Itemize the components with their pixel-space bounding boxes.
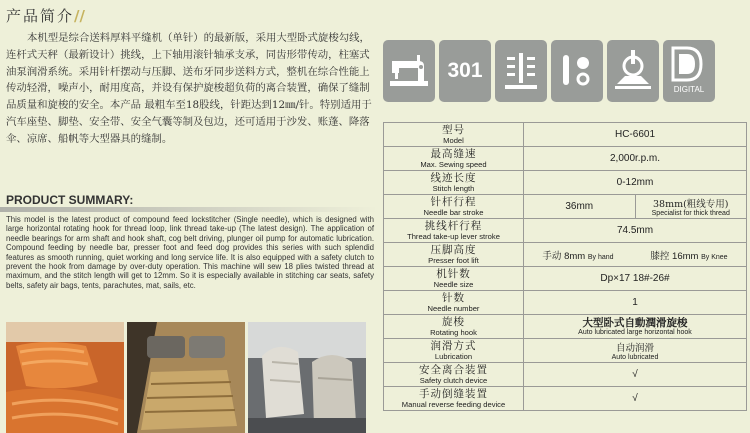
title-slash: // [74, 7, 85, 25]
spec-row-reverse [384, 387, 747, 411]
spec-value: 36mm [524, 195, 636, 219]
summary-title: PRODUCT SUMMARY: [6, 193, 134, 207]
spec-value: HC-6601 [524, 123, 747, 147]
intro-body-cn: 本机型是综合送料厚料平缝机（单针）的最新版，采用大型卧式旋梭勾线，连杆式天秤（最新设计）挑线，上下轴用滚针轴承支承，同齿形带传动，柱塞式油泵润滑系统。采用针杆摆动与压脚、送布牙同步送料方式，整机在综合性能上传动轻滑，噪声小，耐用度高，并设有保护旋梭超负荷的离合装置，确保了缝制品质量和旋梭的安全。本产品 最粗车至18股线，针距达到12㎜/针。特别适用于汽车座垫、脚垫、安全带、安全气囊等制及包边，还可适用于沙发、账蓬、降落伞、凉席、船帆等大型器具的缝制。 [6, 32, 372, 145]
presser-foot-icon [607, 40, 659, 102]
intro-title: 产品简介// [6, 7, 85, 25]
spec-label: 压脚高度 Presser foot lift [384, 243, 524, 267]
spec-label: 手动倒缝装置 Manual reverse feeding device [384, 387, 524, 411]
spec-value: 74.5mm [524, 219, 747, 243]
summary-divider [0, 207, 378, 212]
spec-value: √ [524, 363, 747, 387]
spec-row-needle [384, 267, 747, 291]
spec-row-thread [384, 219, 747, 243]
stitch-pattern-icon [495, 40, 547, 102]
spec-label: 最高缝速 Max. Sewing speed [384, 147, 524, 171]
spec-label: 线迹长度 Stitch length [384, 171, 524, 195]
spec-label: 安全离合装置 Safety clutch device [384, 363, 524, 387]
spec-row-stitch [384, 171, 747, 195]
car-seat-photo [6, 322, 124, 433]
spec-row-clutch [384, 363, 747, 387]
spec-value: 2,000r.p.m. [524, 147, 747, 171]
spec-table [383, 122, 747, 411]
spec-label: 型号 Model [384, 123, 524, 147]
spec-value: 自动润滑 Auto lubricated [524, 339, 747, 363]
digital-label: DIGITAL [673, 85, 705, 94]
spec-row-hook [384, 315, 747, 339]
spec-label: 针数 Needle number [384, 291, 524, 315]
digital-icon [663, 40, 715, 102]
spec-row-needle-bar [384, 195, 747, 219]
spec-label: 针杆行程 Needle bar stroke [384, 195, 524, 219]
spec-value: 手动 8mm By hand 膝控 16mm By Knee [524, 243, 747, 267]
spec-label: 润滑方式 Lubrication [384, 339, 524, 363]
car-floor-mat-photo [127, 322, 245, 433]
spec-label: 挑线杆行程 Thread take-up lever stroke [384, 219, 524, 243]
spec-row-model [384, 123, 747, 147]
spec-label: 旋梭 Rotating hook [384, 315, 524, 339]
sewing-machine-icon [383, 40, 435, 102]
spec-row-lift [384, 243, 747, 267]
spec-value-thick: 38mm(粗线专用) Specialist for thick thread [635, 195, 747, 219]
summary-body-en: This model is the latest product of compound feed lockstitcher (Single needle), which is designed with large horizontal rotating hook for thread loop, link thread take-up (The latest design). The application of needle bearings for arm shaft and hook shaft, cog belt driving, plunger oil pump for automatic lubrication. Compound feeding by needle bar, presser foot and feed dog provides this series with such splendid features as smooth running, quiet working and long service life. It is also equipped with a safety clutch to prevent the hook from damage by over-duty operation. This machine will sew 18 plies twisted thread at maximum, and the stitch length will get to 12mm. So it is especially available in stitching car seats, safety belts, safety air bags, tents, parachutes, mat, sails, etc. [6, 215, 374, 290]
spec-value: 大型卧式自動潤滑旋梭 Auto lubricated large horizontal hook [524, 315, 747, 339]
spec-value: 1 [524, 291, 747, 315]
model-301-icon: 301 [439, 40, 491, 102]
spec-row-lubrication [384, 339, 747, 363]
spec-row-speed [384, 147, 747, 171]
spec-value: √ [524, 387, 747, 411]
car-interior-photo [248, 322, 366, 433]
feature-icons [383, 40, 747, 102]
needle-bar-icon [551, 40, 603, 102]
spec-value: Dp×17 18#-26# [524, 267, 747, 291]
spec-row-needle-number [384, 291, 747, 315]
spec-label: 机针数 Needle size [384, 267, 524, 291]
spec-value: 0-12mm [524, 171, 747, 195]
